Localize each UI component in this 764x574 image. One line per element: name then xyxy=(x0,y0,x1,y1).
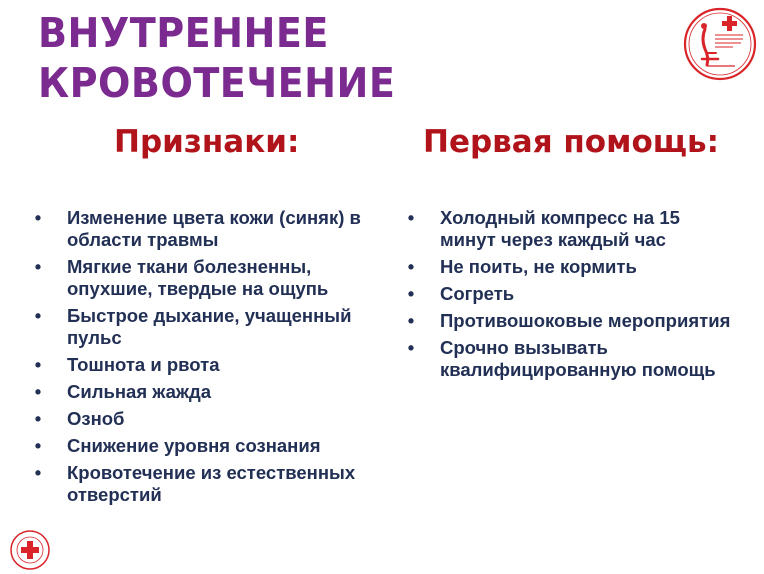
list-item xyxy=(30,256,390,300)
list-item xyxy=(30,381,390,403)
list-item-text: Не поить, не кормить xyxy=(440,256,637,277)
signs-heading: Признаки: xyxy=(114,124,300,160)
list-item-text: Холодный компресс на 15 минут через каждый час xyxy=(440,207,680,250)
first-aid-heading: Первая помощь: xyxy=(423,124,720,160)
list-item-text: Озноб xyxy=(67,408,125,429)
list-item xyxy=(30,435,390,457)
list-item-text: Изменение цвета кожи (синяк) в области травмы xyxy=(67,207,361,250)
list-item xyxy=(403,283,733,305)
list-item xyxy=(30,462,390,506)
signs-list xyxy=(30,207,390,511)
page-title xyxy=(38,8,395,108)
bullet: • xyxy=(407,256,415,277)
page-title-line-2: КРОВОТЕЧЕНИЕ xyxy=(38,59,396,107)
list-item-text: Тошнота и рвота xyxy=(67,354,220,375)
red-cross-first-aid-logo-icon xyxy=(683,7,757,81)
bullet: • xyxy=(34,354,42,375)
bullet: • xyxy=(34,256,42,277)
bullet: • xyxy=(407,283,415,304)
bullet: • xyxy=(34,207,42,228)
list-item xyxy=(30,305,390,349)
page-title-line-1: ВНУТРЕННЕЕ xyxy=(38,9,329,57)
list-item xyxy=(403,256,733,278)
list-item xyxy=(30,408,390,430)
bullet: • xyxy=(407,337,415,358)
list-item xyxy=(30,354,390,376)
list-item-text: Кровотечение из естественных отверстий xyxy=(67,462,356,505)
red-cross-emblem-icon xyxy=(10,530,50,570)
bullet: • xyxy=(34,381,42,402)
bullet: • xyxy=(34,462,42,483)
list-item-text: Срочно вызывать квалифицированную помощь xyxy=(440,337,716,380)
list-item xyxy=(403,310,733,332)
list-item xyxy=(30,207,390,251)
list-item xyxy=(403,337,733,381)
bullet: • xyxy=(34,435,42,456)
list-item-text: Снижение уровня сознания xyxy=(67,435,321,456)
list-item-text: Согреть xyxy=(440,283,515,304)
list-item-text: Быстрое дыхание, учащенный пульс xyxy=(67,305,352,348)
bullet: • xyxy=(407,207,415,228)
list-item-text: Мягкие ткани болезненны, опухшие, твердые на ощупь xyxy=(67,256,329,299)
bullet: • xyxy=(407,310,415,331)
first-aid-list xyxy=(403,207,733,386)
bullet: • xyxy=(34,305,42,326)
list-item-text: Противошоковые мероприятия xyxy=(440,310,731,331)
list-item xyxy=(403,207,733,251)
bullet: • xyxy=(34,408,42,429)
list-item-text: Сильная жажда xyxy=(67,381,212,402)
